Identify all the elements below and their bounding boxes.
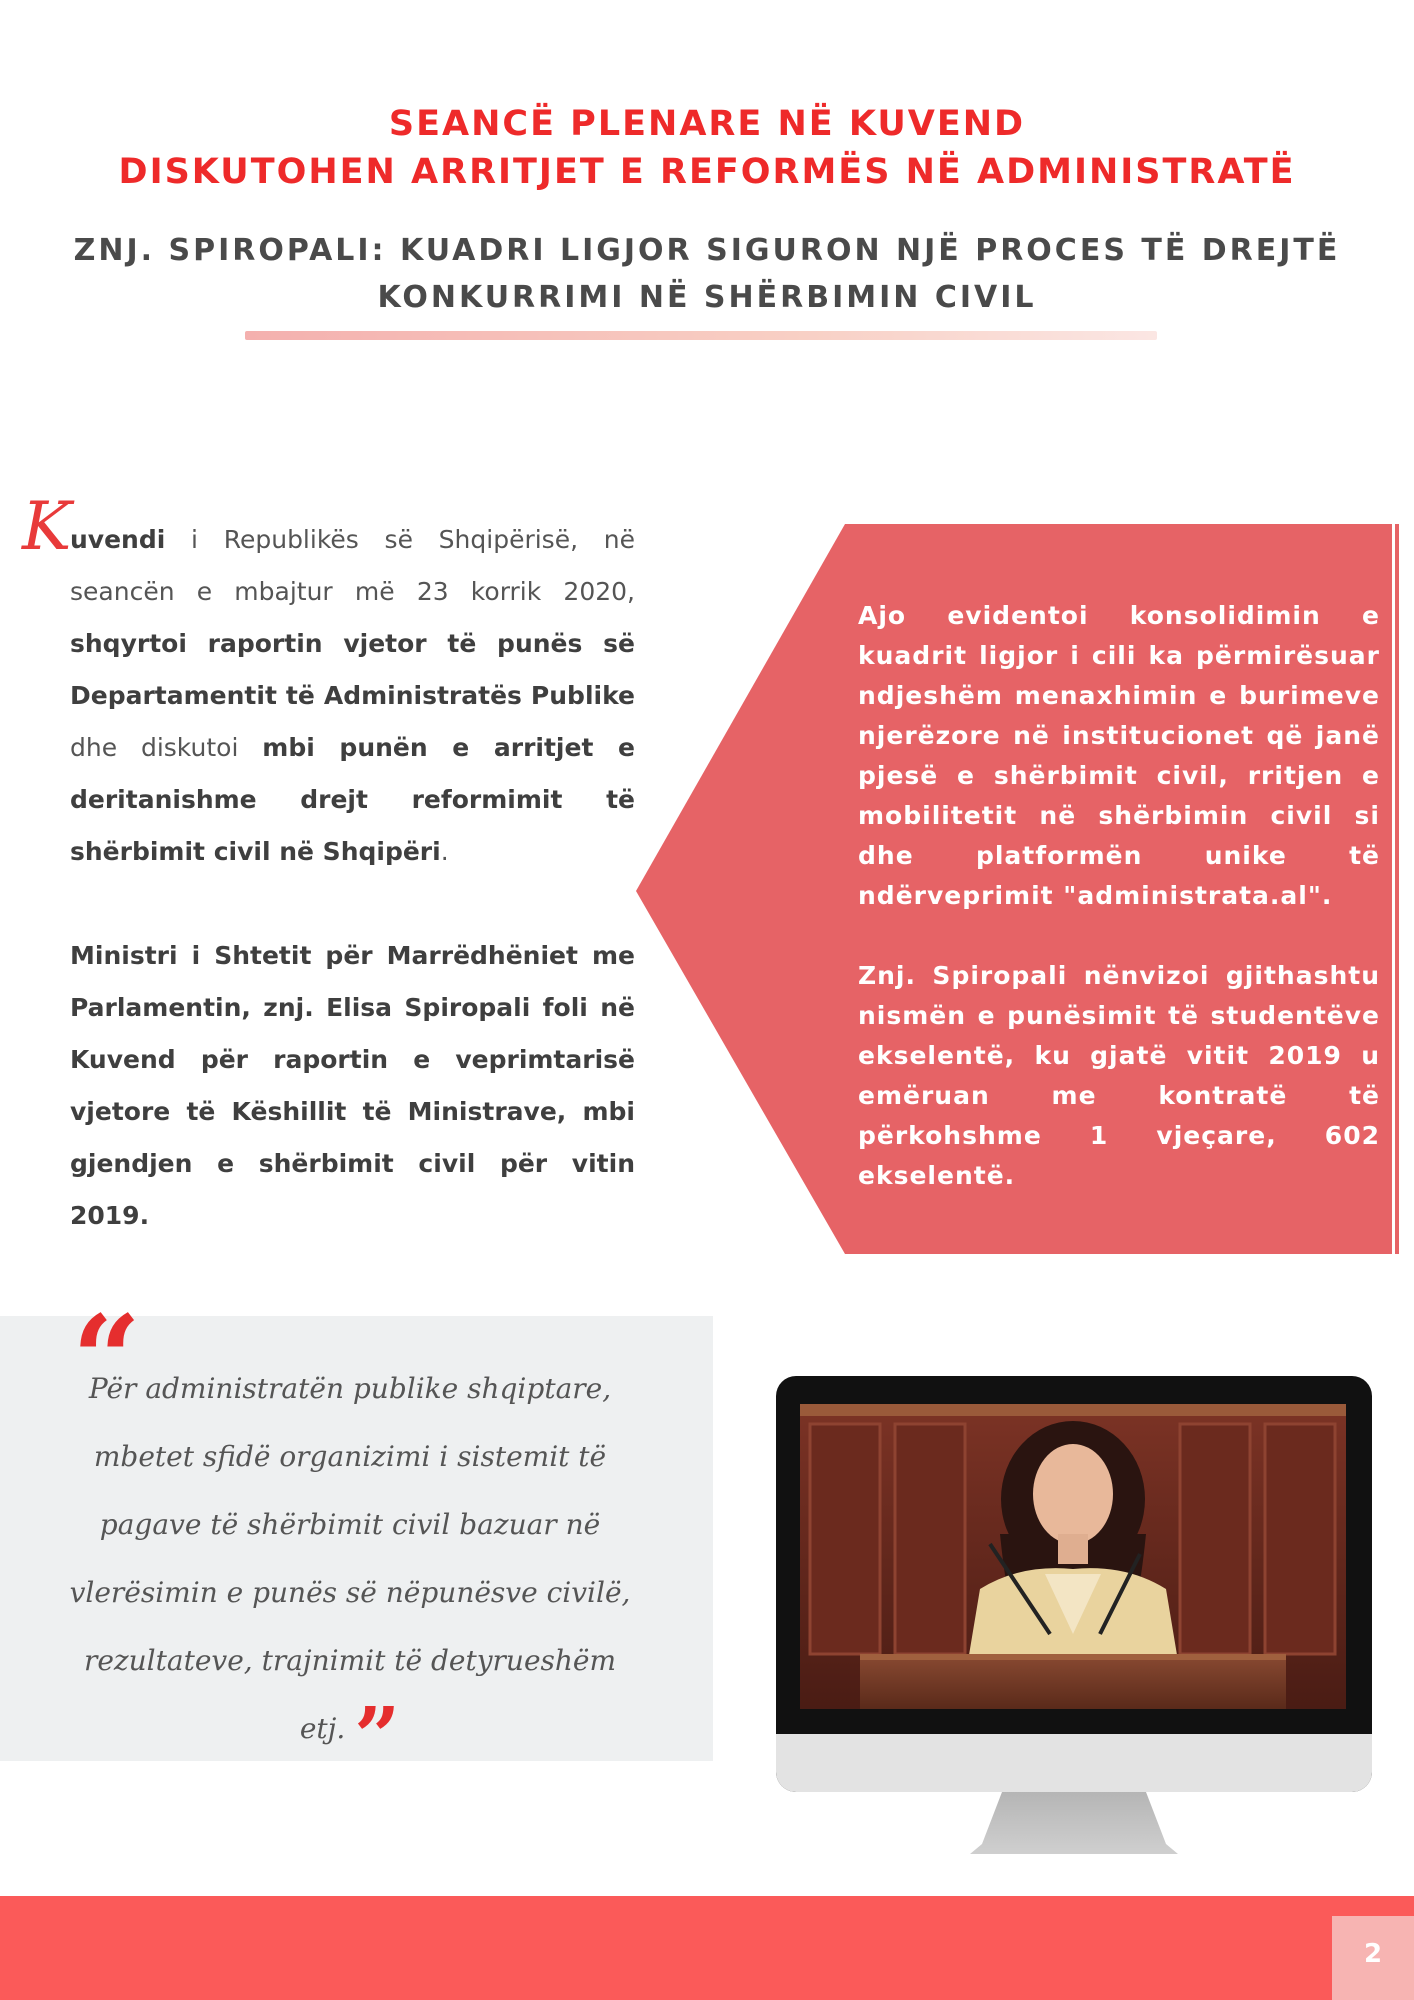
panel-paragraph-1: Ajo evidentoi konsolidimin e kuadrit ligjor i cili ka përmirësuar ndjeshëm menaxhimin e burimeve njerëzore në institucionet që janë pjesë e shërbimit civil, rritjen e mobilitetit në shërbimin civil si dhe platformën unike të ndërveprimit "administrata.al". [858, 601, 1380, 910]
article-paragraph-1-run: dhe diskutoi [70, 733, 263, 762]
speaker-photo [800, 1404, 1346, 1709]
close-quote-icon: ” [354, 1689, 401, 1783]
article-paragraph-2-text: Ministri i Shtetit për Marrëdhëniet me Parlamentin, znj. Elisa Spiropali foli në Kuvend për raportin e veprimtarisë vjetore të Këshillit të Ministrave, mbi gjendjen e shërbimit civil për vitin 2019. [70, 941, 635, 1230]
drop-cap: K [22, 488, 72, 565]
article-paragraph-2 [70, 930, 635, 1242]
article-paragraph-1-run: . [440, 837, 449, 866]
footer-bar [0, 1896, 1414, 2000]
panel-edge-line [1395, 524, 1399, 1254]
monitor-frame [776, 1376, 1372, 1792]
page-subtitle-line-1: ZNJ. SPIROPALI: KUADRI LIGJOR SIGURON NJË PROCES TË DREJTË [73, 233, 1341, 268]
highlight-panel [636, 524, 1392, 1254]
article-column [70, 514, 635, 1242]
title-divider [245, 331, 1157, 340]
article-paragraph-1-run: shqyrtoi raportin vjetor të punës së Departamentit të Administratës Publike [70, 629, 635, 710]
monitor-chin [776, 1734, 1372, 1792]
article-paragraph-1 [70, 514, 635, 878]
article-paragraph-1-run: uvendi [70, 525, 166, 554]
monitor-stand [970, 1792, 1178, 1854]
article-paragraph-1-run: i Republikës së Shqipërisë, në seancën e mbajtur më 23 korrik 2020, [70, 525, 635, 606]
quote-text [60, 1355, 640, 1783]
open-quote-icon: “ [72, 1289, 142, 1430]
page-title-line-1: SEANCË PLENARE NË KUVEND [388, 104, 1026, 144]
page-subtitle-line-2: KONKURRIMI NË SHËRBIMIN CIVIL [377, 280, 1037, 315]
article-paragraph-1-run: mbi punën e arritjet e deritanishme drejt reformimit të shërbimit civil në Shqipëri [70, 733, 635, 866]
panel-text [858, 596, 1380, 1196]
panel-paragraph-2: Znj. Spiropali nënvizoi gjithashtu nismën e punësimit të studentëve ekselentë, ku gjatë vitit 2019 u emëruan me kontratë të përkohshme 1 vjeçare, 602 ekselentë. [858, 961, 1380, 1190]
speaker-photo-illustration [800, 1404, 1346, 1709]
quote-body: Për administratën publike shqiptare, mbetet sfidë organizimi i sistemit të pagave të shërbimit civil bazuar në vlerësimin e punës së nëpunësve civilë, rezultateve, trajnimit të detyrueshëm etj. [69, 1372, 631, 1745]
page-number: 2 [1363, 1939, 1383, 1969]
page-title-line-2: DISKUTOHEN ARRITJET E REFORMËS NË ADMINISTRATË [118, 152, 1296, 192]
